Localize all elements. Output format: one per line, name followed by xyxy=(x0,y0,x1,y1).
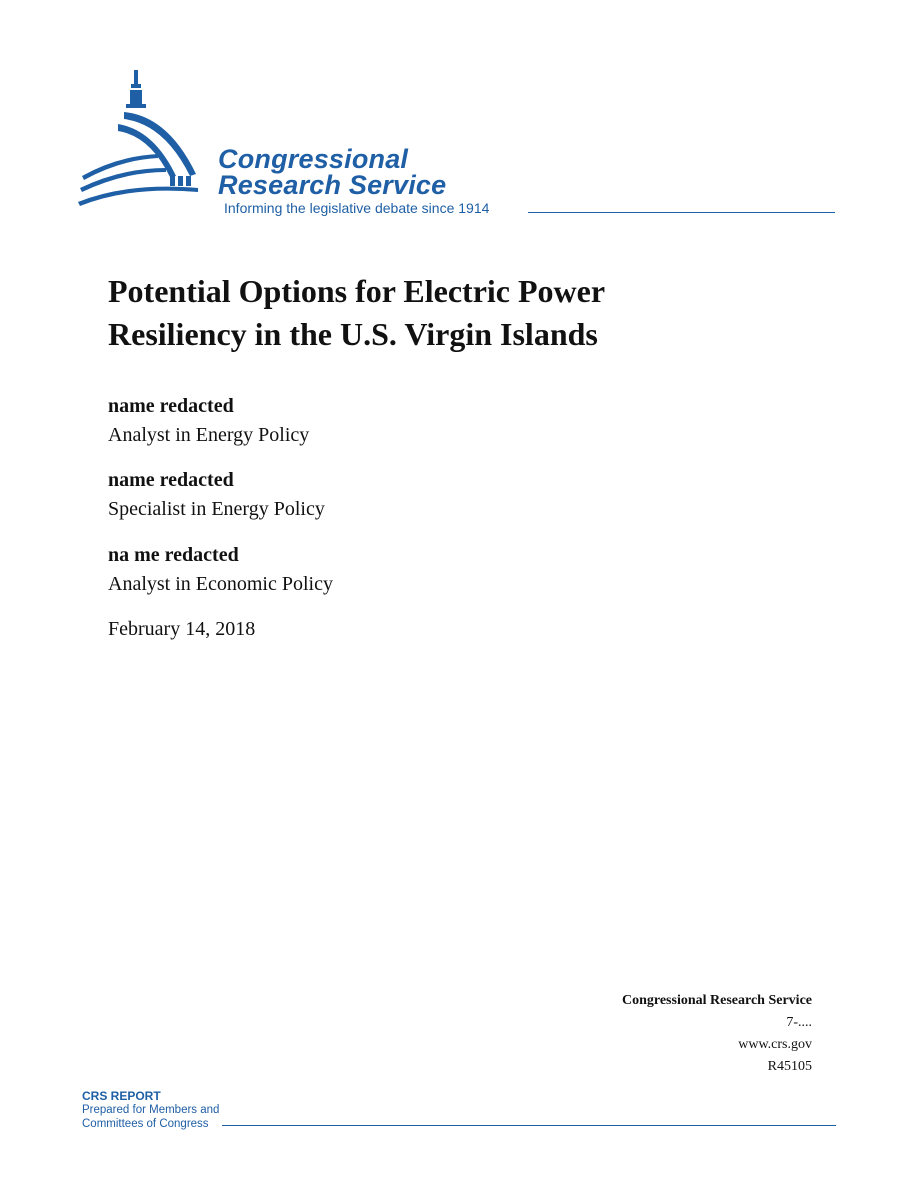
logo-title-line2: Research Service xyxy=(218,170,447,200)
crs-report-line2: Committees of Congress xyxy=(82,1118,209,1130)
author-2 xyxy=(108,466,325,524)
logo-title-line1: Congressional xyxy=(218,144,409,174)
report-date: February 14, 2018 xyxy=(108,618,256,640)
crs-report-line1: Prepared for Members and xyxy=(82,1104,220,1116)
report-title xyxy=(108,270,808,356)
logo-tagline: Informing the legislative debate since 1914 xyxy=(224,200,490,216)
crs-website: www.crs.gov xyxy=(738,1037,812,1052)
author-3 xyxy=(108,541,333,599)
author-role: Analyst in Economic Policy xyxy=(108,573,333,595)
logo-divider xyxy=(528,212,835,213)
crs-contact-block xyxy=(622,990,812,1078)
crs-report-label xyxy=(82,1089,219,1131)
author-role: Analyst in Energy Policy xyxy=(108,424,310,446)
author-name: na me redacted xyxy=(108,544,239,566)
author-role: Specialist in Energy Policy xyxy=(108,498,325,520)
title-line2: Resiliency in the U.S. Virgin Islands xyxy=(108,316,598,352)
crs-phone: 7-.... xyxy=(786,1015,812,1030)
report-number: R45105 xyxy=(767,1059,812,1074)
author-name: name redacted xyxy=(108,469,234,491)
title-line1: Potential Options for Electric Power xyxy=(108,273,606,309)
crs-logo xyxy=(78,64,838,224)
footer-divider xyxy=(222,1125,836,1126)
capitol-dome-icon xyxy=(78,64,228,219)
author-1 xyxy=(108,392,309,450)
crs-org-name: Congressional Research Service xyxy=(621,993,812,1008)
author-name: name redacted xyxy=(108,395,234,417)
crs-report-heading: CRS REPORT xyxy=(82,1089,161,1103)
